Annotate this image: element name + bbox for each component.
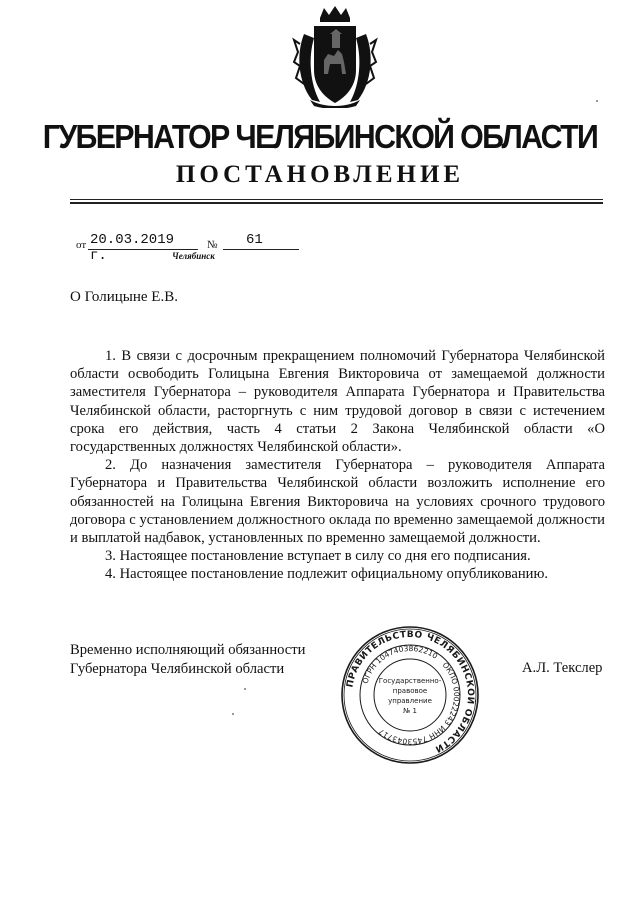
city: Челябинск — [172, 251, 215, 261]
coat-of-arms-emblem — [290, 4, 380, 108]
svg-text:ОКПО 00022243 — [441, 660, 461, 727]
seal-center-line-4: № 1 — [403, 707, 417, 715]
signatory-name: А.Л. Текслер — [522, 660, 603, 676]
seal-center-line-1: Государственно- — [378, 677, 442, 685]
official-seal-stamp — [340, 625, 480, 765]
header-rule-thin — [70, 199, 603, 200]
paragraph-2: 2. До назначения заместителя Губернатора – руководителя Аппарата Губернатора и Правительства Челябинской области возложить исполнение его обязанностей на Голицына Евгения Викторовича на условиях срочного трудового договора с установлением должностного оклада по временно замещаемой должности и выплатой надбавок, установленных по временно замещаемой должности. — [70, 457, 605, 547]
signatory-role — [70, 641, 305, 679]
subject-line: О Голицыне Е.В. — [70, 289, 178, 305]
paragraph-1: 1. В связи с досрочным прекращением полномочий Губернатора Челябинской области освободить Голицына Евгения Викторовича от замещаемой должности заместителя Губернатора – руководителя Аппарата Губернатора и Правительства Челябинской области, расторгнуть с ним трудовой договор в связи с истечением срока его действия, часть 4 статьи 2 Закона Челябинской области «О государственных должностях Челябинской области». — [70, 348, 605, 456]
scan-speck — [596, 100, 598, 102]
date-prefix: от — [76, 239, 87, 251]
document-date: 20.03.2019 г. — [90, 232, 175, 264]
seal-ogrn: ОГРН 1047403862210 — [360, 643, 440, 685]
seal-center-line-2: правовое — [392, 687, 428, 695]
issuer-title: ГУБЕРНАТОР ЧЕЛЯБИНСКОЙ ОБЛАСТИ — [42, 118, 598, 155]
scan-speck — [232, 713, 234, 715]
seal-center-line-3: управление — [388, 697, 432, 705]
seal-inn: ИНН 7453043717 — [376, 723, 447, 747]
seal-okpo: ОКПО 00022243 — [440, 660, 462, 728]
header-rule-thick — [70, 202, 603, 204]
paragraph-3: 3. Настоящее постановление вступает в силу со дня его подписания. — [105, 548, 531, 565]
number-sign: № — [207, 239, 218, 251]
document-body — [70, 347, 605, 584]
document-number: 61 — [246, 232, 263, 248]
paragraph-4: 4. Настоящее постановление подлежит официальному опубликованию. — [105, 566, 549, 583]
seal-outer-text: ПРАВИТЕЛЬСТВО ЧЕЛЯБИНСКОЙ ОБЛАСТИ — [345, 629, 476, 754]
svg-text:ИНН 7453043717 — [377, 724, 447, 746]
number-underline — [223, 249, 299, 250]
signatory-role-line-2: Губернатора Челябинской области — [70, 661, 285, 677]
signatory-role-line-1: Временно исполняющий обязанности — [70, 642, 306, 658]
scan-speck — [244, 688, 246, 690]
date-underline — [88, 249, 198, 250]
document-type: ПОСТАНОВЛЕНИЕ — [175, 161, 465, 188]
